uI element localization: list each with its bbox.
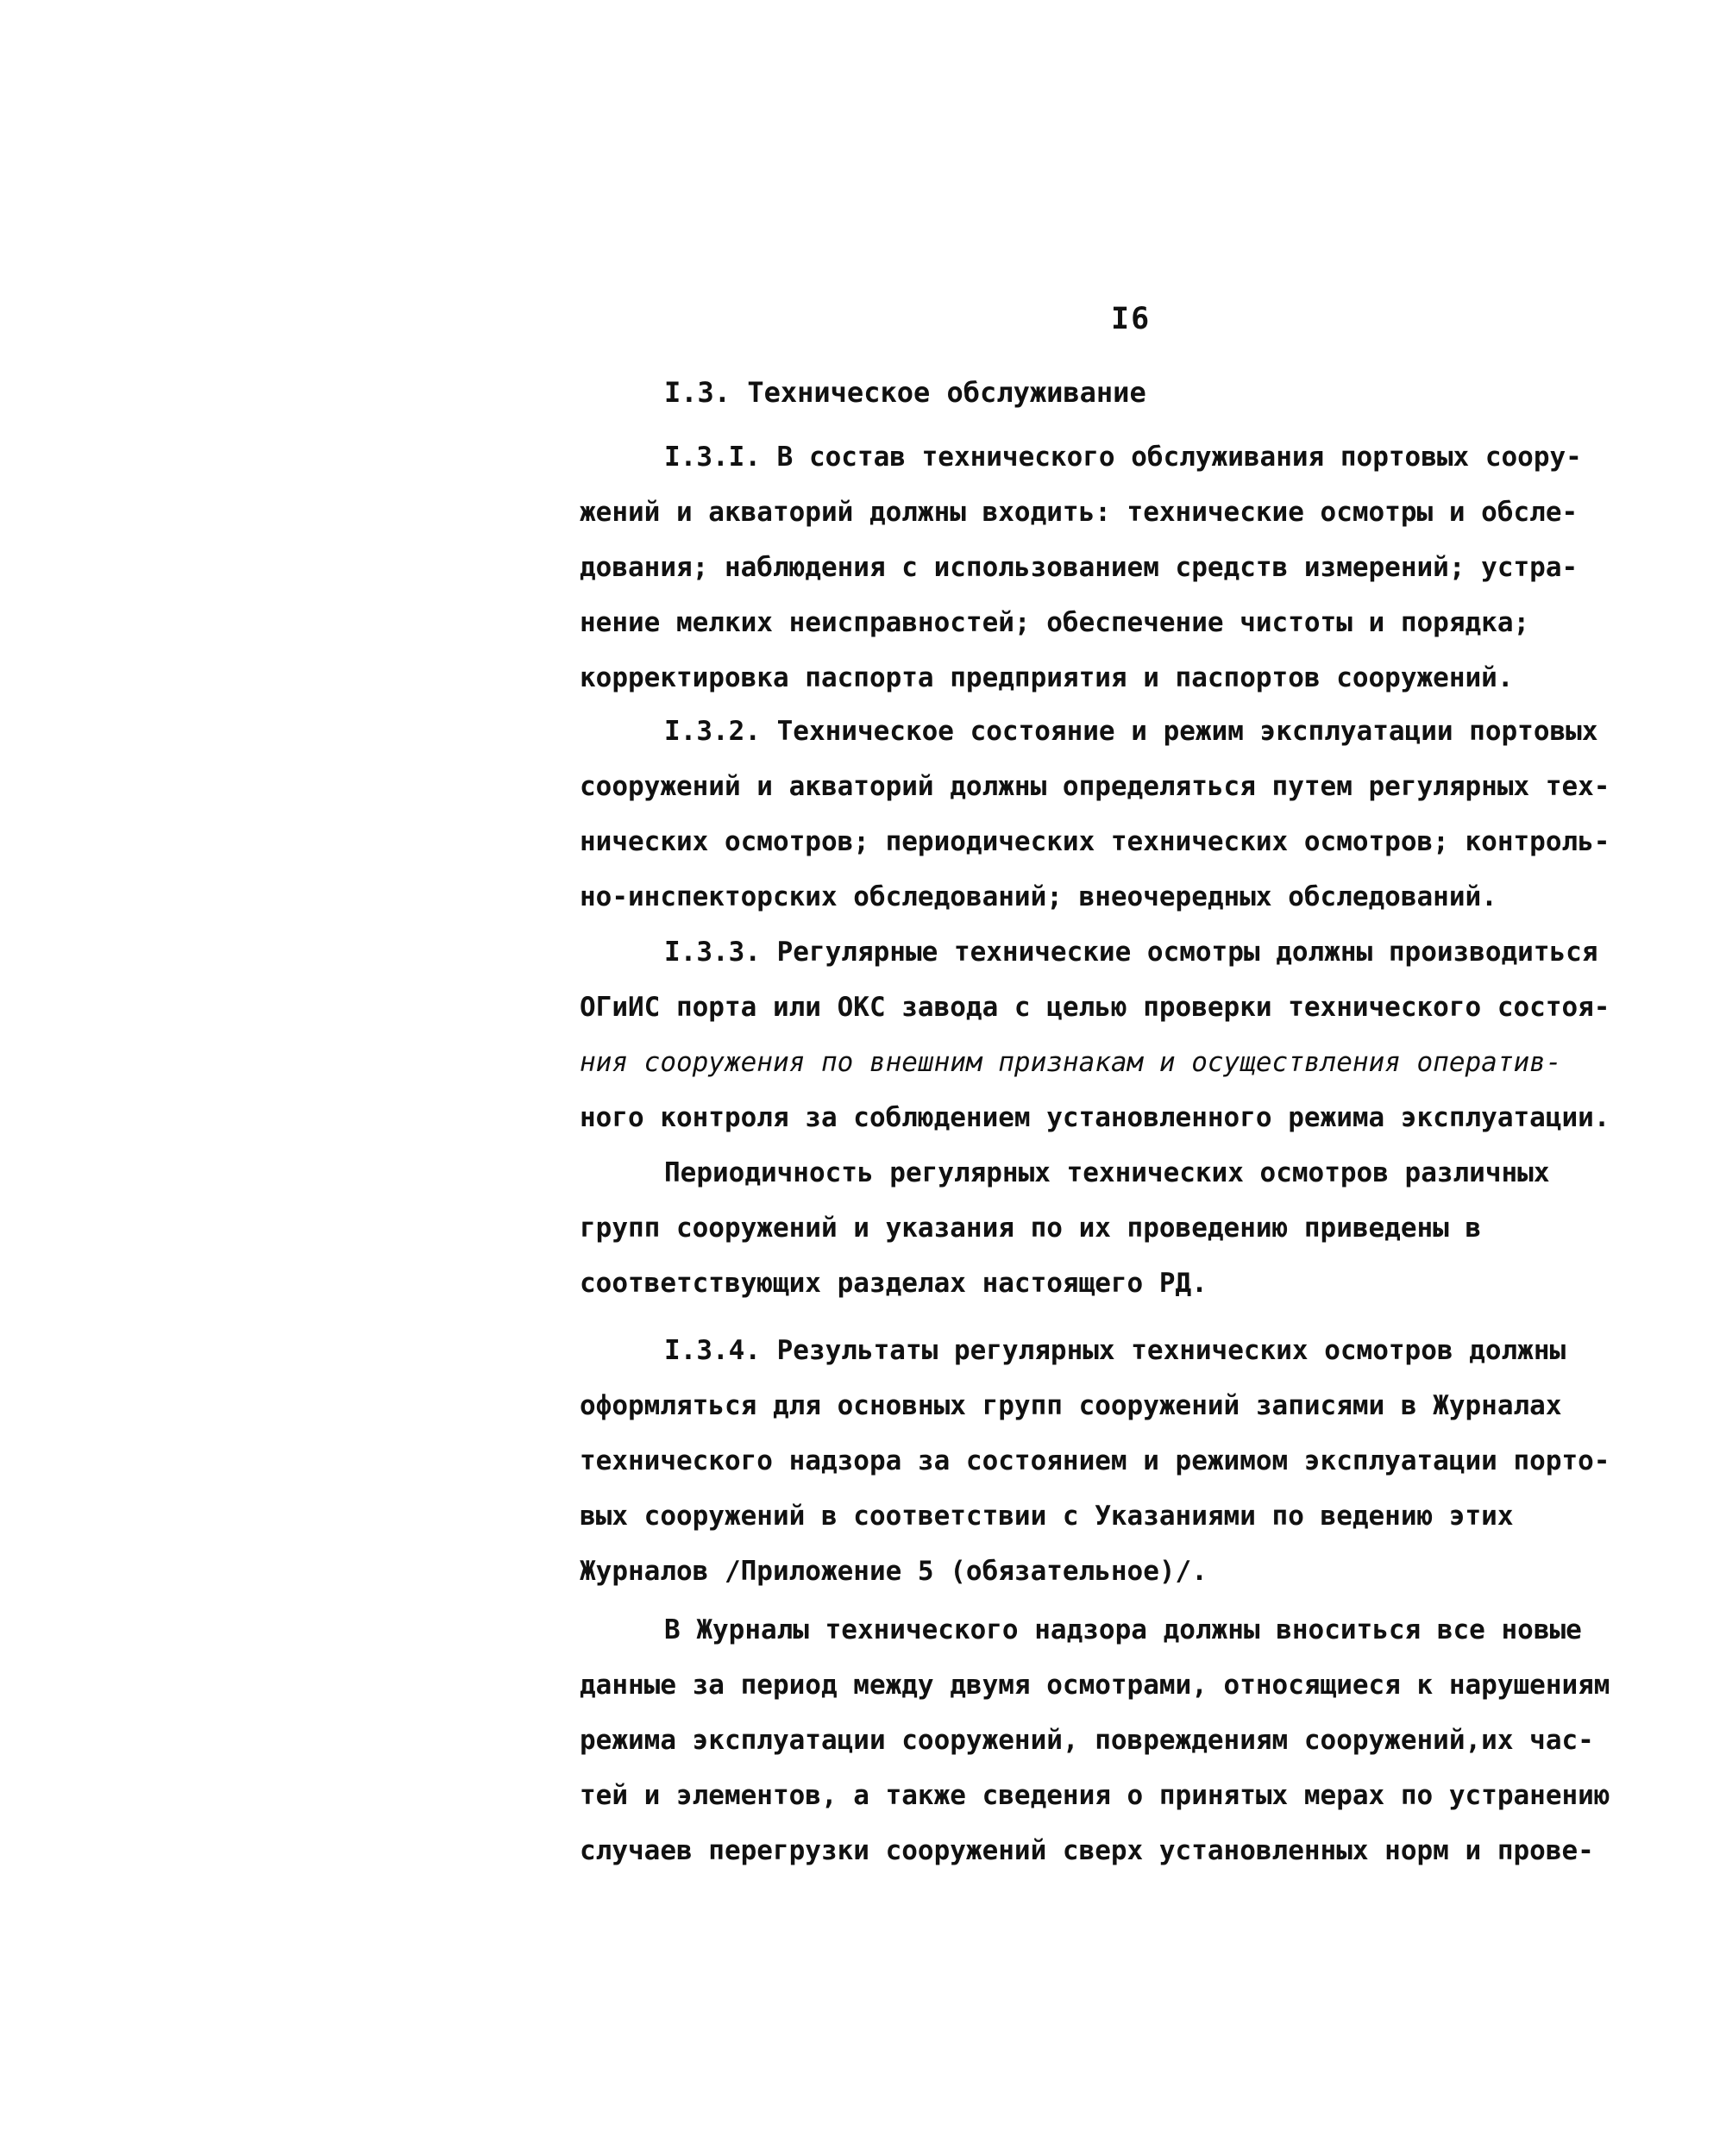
text-line: жений и акваторий должны входить: технические осмотры и обсле- (580, 497, 1579, 528)
text-line: нение мелких неисправностей; обеспечение чистоты и порядка; (580, 607, 1530, 638)
text-line: В Журналы технического надзора должны вноситься все новые (664, 1614, 1582, 1645)
text-line: данные за период между двумя осмотрами, относящиеся к нарушениям (580, 1670, 1610, 1701)
text-line: соответствующих разделах настоящего РД. (580, 1268, 1208, 1299)
text-line: но-инспекторских обследований; внеочередных обследований. (580, 881, 1497, 912)
text-line: I.3.2. Техническое состояние и режим эксплуатации портовых (664, 716, 1598, 747)
text-line: оформляться для основных групп сооружений записями в Журналах (580, 1390, 1562, 1421)
text-line: I.3.4. Результаты регулярных технических осмотров должны (664, 1335, 1566, 1366)
text-line: корректировка паспорта предприятия и паспортов сооружений. (580, 662, 1514, 693)
text-line: режима эксплуатации сооружений, повреждениям сооружений,их час- (580, 1725, 1594, 1756)
text-line: I.3.I. В состав технического обслуживания портовых соору- (664, 442, 1582, 473)
text-line: Журналов /Приложение 5 (обязательное)/. (580, 1556, 1208, 1587)
text-line: нических осмотров; периодических технических осмотров; контроль- (580, 826, 1610, 857)
text-line: Периодичность регулярных технических осмотров различных (664, 1157, 1550, 1188)
text-line: случаев перегрузки сооружений сверх установленных норм и прове- (580, 1835, 1594, 1866)
text-line: ОГиИС порта или ОКС завода с целью проверки технического состоя- (580, 992, 1610, 1023)
text-line: дования; наблюдения с использованием средств измерений; устра- (580, 552, 1579, 583)
text-line: тей и элементов, а также сведения о принятых мерах по устранению (580, 1780, 1610, 1811)
text-line: технического надзора за состоянием и режимом эксплуатации порто- (580, 1445, 1610, 1476)
text-line: ния сооружения по внешним признакам и осуществления оператив- (580, 1047, 1562, 1078)
section-title: I.3. Техническое обслуживание (664, 376, 1146, 409)
text-line: ного контроля за соблюдением установленного режима эксплуатации. (580, 1102, 1610, 1133)
text-line: I.3.3. Регулярные технические осмотры должны производиться (664, 937, 1598, 968)
text-line: групп сооружений и указания по их проведению приведены в (580, 1213, 1482, 1244)
text-line: сооружений и акваторий должны определяться путем регулярных тех- (580, 771, 1610, 802)
text-line: вых сооружений в соответствии с Указаниями по ведению этих (580, 1501, 1514, 1532)
page-number: I6 (1111, 302, 1152, 336)
